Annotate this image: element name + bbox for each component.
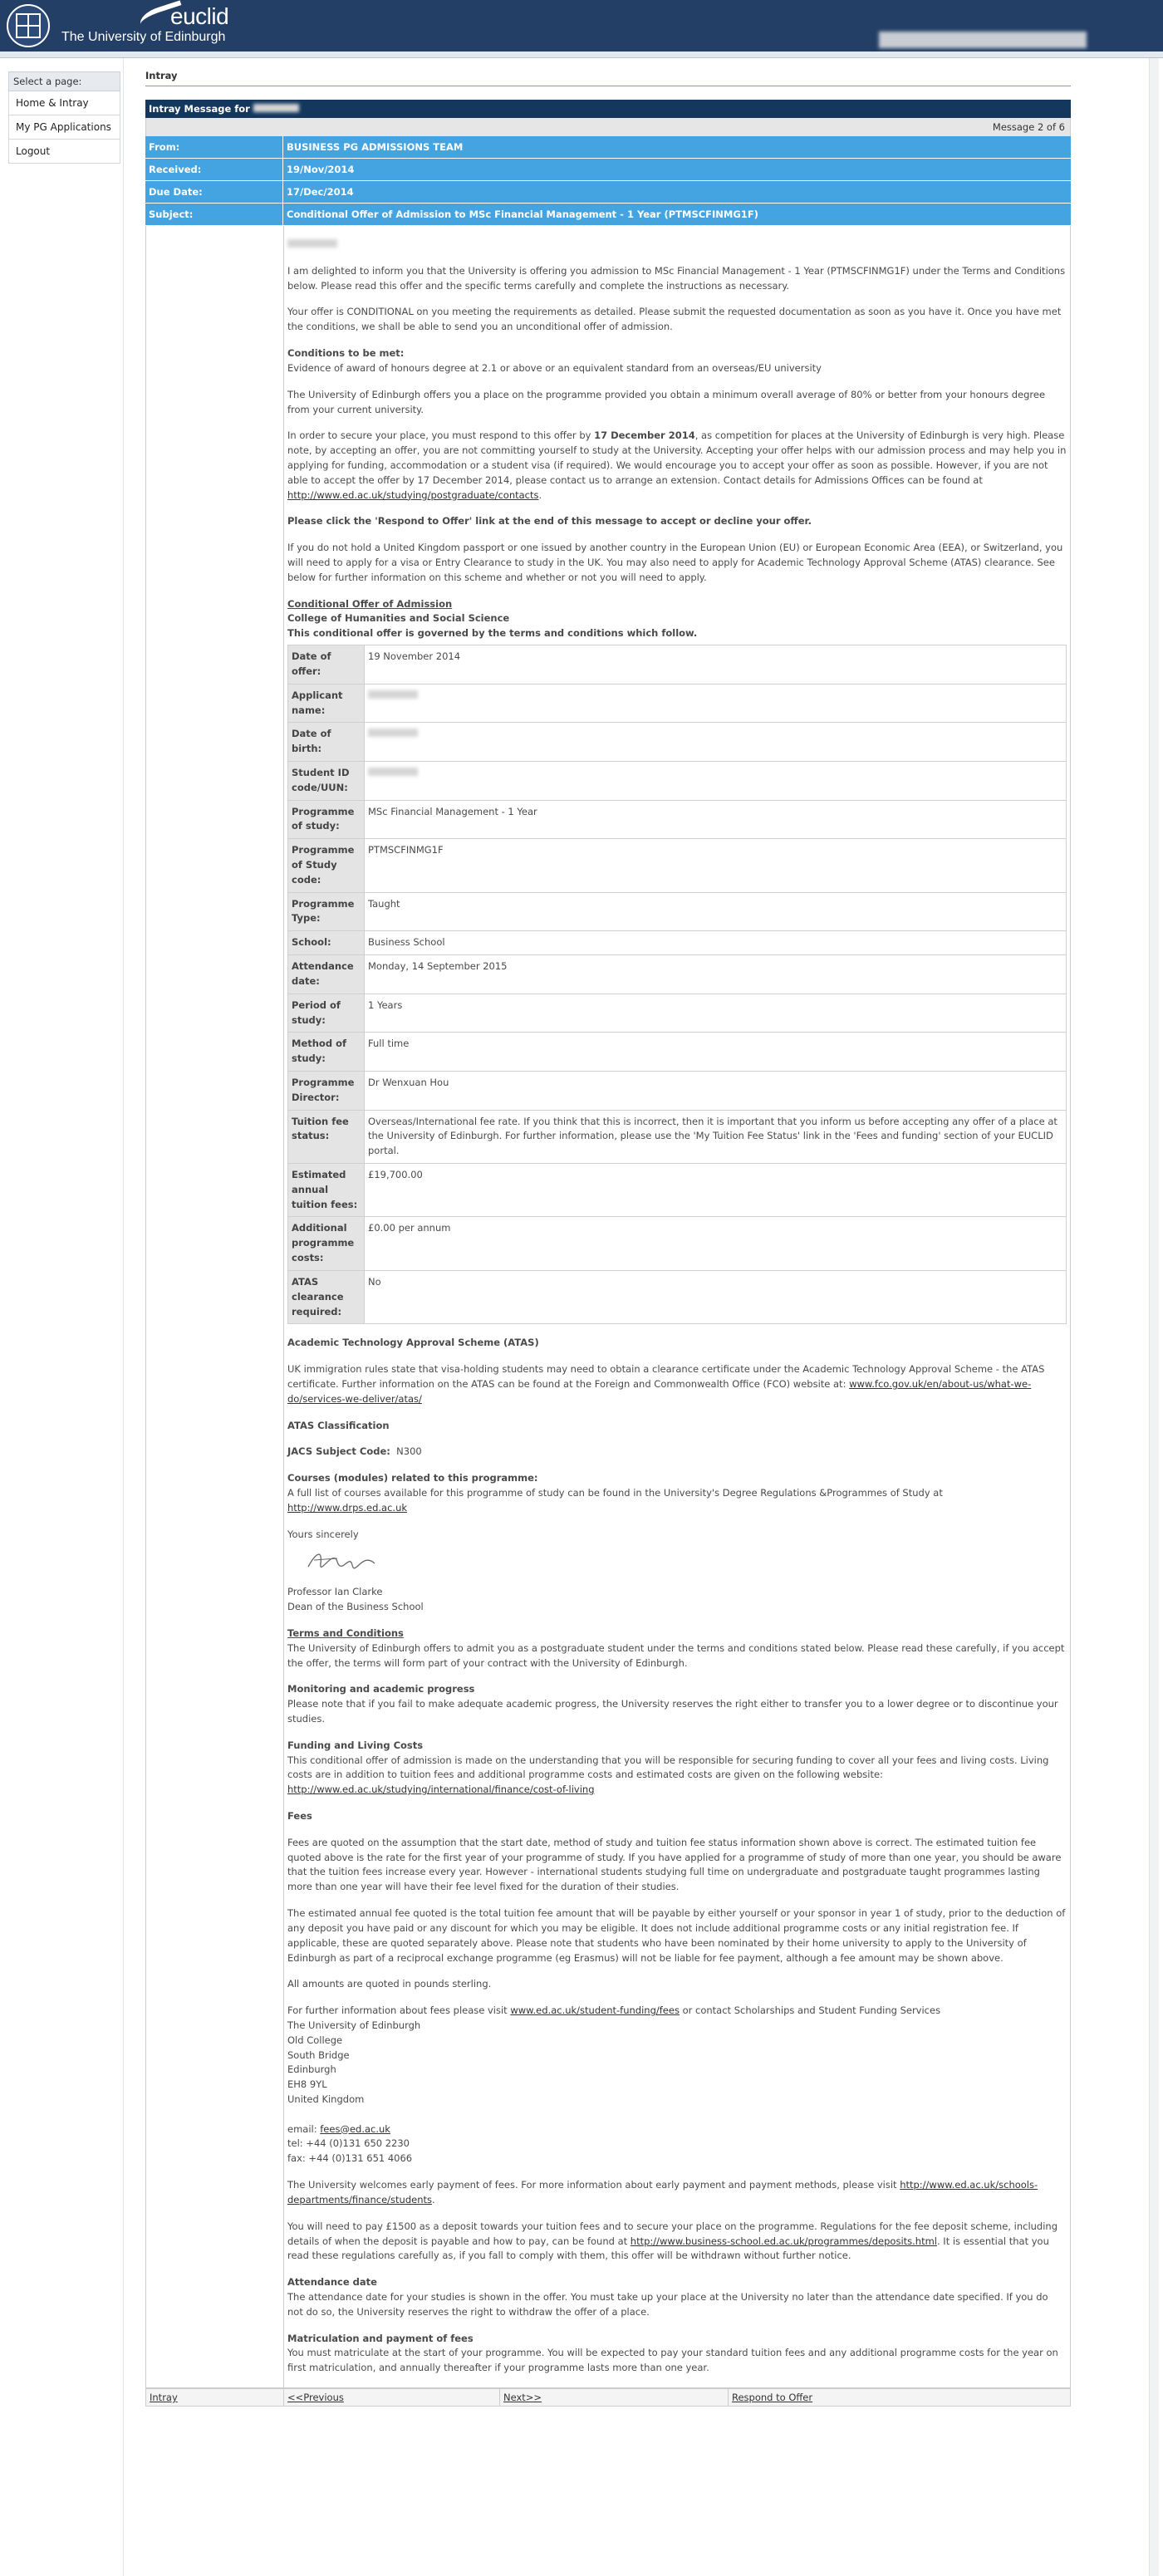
fees-title: Fees	[287, 1810, 312, 1822]
next-link[interactable]: Next>>	[503, 2392, 542, 2403]
subject-value: Conditional Offer of Admission to MSc Financial Management - 1 Year (PTMSCFINMG1F)	[287, 209, 758, 220]
jacs-label: JACS Subject Code:	[287, 1445, 390, 1458]
deposits-link[interactable]: http://www.business-school.ed.ac.uk/programmes/deposits.html	[630, 2235, 937, 2247]
offer-field-label: Period of study:	[288, 994, 365, 1033]
attendance-text: The attendance date for your studies is shown in the offer. You must take up your place at the University no later than the attendance date specified. If you do not do so, the University reserves the right to withdraw the offer of a place.	[287, 2290, 1048, 2318]
offer-field-label: Programme Type:	[288, 892, 365, 931]
conditions-text: Evidence of award of honours degree at 2.1 or above or an equivalent standard from an overseas/EU university	[287, 361, 822, 374]
address-line: Old College	[287, 2034, 343, 2046]
phone-number: tel: +44 (0)131 650 2230	[287, 2137, 410, 2150]
offer-field-value: Overseas/International fee rate. If you think that this is incorrect, then it is important that you inform us before accepting any offer of a place at the University of Edinburgh. For further information, please use the 'My Tuition Fee Status' link in the 'Fees and funding' section of your EUCLID portal.	[365, 1110, 1067, 1163]
offer-field-label: School:	[288, 931, 365, 955]
offer-field-value	[365, 723, 1067, 762]
message-count: Message 2 of 6	[145, 118, 1071, 136]
offer-field-label: Programme of Study code:	[288, 839, 365, 892]
sidebar-item-my-pg-applications[interactable]: My PG Applications	[8, 115, 120, 140]
respond-to-offer-link[interactable]: Respond to Offer	[732, 2392, 813, 2403]
signature-image	[304, 1543, 379, 1573]
intray-link[interactable]: Intray	[150, 2392, 178, 2403]
offer-table-row	[288, 1110, 1067, 1163]
offer-field-value: Full time	[365, 1033, 1067, 1072]
funding-title: Funding and Living Costs	[287, 1739, 424, 1751]
offer-table-row	[288, 892, 1067, 931]
received-label: Received:	[145, 159, 283, 180]
attendance-title: Attendance date	[287, 2276, 377, 2289]
redacted-value	[368, 768, 418, 776]
offer-field-value: Dr Wenxuan Hou	[365, 1071, 1067, 1110]
vertical-scrollbar[interactable]	[1149, 58, 1159, 2576]
sidebar-item-logout[interactable]: Logout	[8, 140, 120, 164]
offer-field-value: Monday, 14 September 2015	[365, 955, 1067, 994]
offer-field-label: ATAS clearance required:	[288, 1270, 365, 1323]
letter-text: In order to secure your place, you must respond to this offer by	[287, 429, 595, 442]
offer-field-value: MSc Financial Management - 1 Year	[365, 800, 1067, 839]
offer-field-label: Attendance date:	[288, 955, 365, 994]
redacted-value	[368, 690, 418, 699]
offer-field-value	[365, 761, 1067, 800]
respond-by-date: 17 December 2014	[594, 429, 695, 442]
offer-table-row	[288, 723, 1067, 762]
matriculation-title: Matriculation and payment of fees	[287, 2332, 474, 2344]
offer-field-label: Method of study:	[288, 1033, 365, 1072]
deposit-text: You will need to pay £1500 as a deposit towards your tuition fees and to secure your place on the programme. Regulations for the fee deposit scheme, including details of when the deposit is payable and how to pay, can be found at	[287, 2220, 1058, 2247]
due-date-row	[145, 181, 1071, 204]
atas-title: Academic Technology Approval Scheme (ATAS)	[287, 1337, 539, 1349]
address-line: Edinburgh	[287, 2063, 336, 2076]
fees-paragraph: The estimated annual fee quoted is the total tuition fee amount that will be payable by either yourself or your sponsor in year 1 of study, prior to the deduction of any deposit you have paid or any discount for which you may be eligible. It does not include additional programme costs or any initial registration fee. If applicable, these are quoted separately above. Please note that students who have been nominated by their home university to apply to the University of Edinburgh as part of a reciprocal exchange programme (eg Erasmus) will not be liable for fee payment, although a fee amount may be shown above.	[287, 1907, 1066, 1964]
atas-text: UK immigration rules state that visa-holding students may need to obtain a clearance certificate under the Academic Technology Approval Scheme - the ATAS certificate. Further information on the ATAS can be found at the Foreign and Commonwealth Office (FCO) website at:	[287, 1363, 1045, 1390]
fax-number: fax: +44 (0)131 651 4066	[287, 2152, 413, 2165]
letter-text: , as competition for places at the University of Edinburgh is very high. Please note, by accepting an offer, you are not committing yourself to study at the University. Accepting your offer helps with our admission process and may help you in applying for funding, accommodation or a student visa (if required). We would encourage you to accept your offer as soon as possible. However, if you are not able to accept the offer by 17 December 2014, please contact us to arrange an extension. Contact details for Admissions Offices can be found at	[287, 429, 1067, 486]
offer-field-label: Date of birth:	[288, 723, 365, 762]
finance-students-link[interactable]: http://www.ed.ac.uk/schools-departments/finance/students	[287, 2179, 1038, 2206]
main-content	[145, 70, 1071, 2407]
funding-text: This conditional offer of admission is made on the understanding that you will be responsible for securing funding to cover all your fees and living costs. Living costs are in addition to tuition fees and additional programme costs and estimated costs are given on the following website:	[287, 1754, 1049, 1781]
respond-instruction: Please click the 'Respond to Offer' link at the end of this message to accept or decline your offer.	[287, 515, 812, 527]
received-row	[145, 159, 1071, 181]
offer-field-label: Applicant name:	[288, 684, 365, 723]
offer-field-label: Programme of study:	[288, 800, 365, 839]
governed-text: This conditional offer is governed by the terms and conditions which follow.	[287, 627, 698, 640]
due-date-label: Due Date:	[145, 181, 283, 203]
offer-field-label: Student ID code/UUN:	[288, 761, 365, 800]
terms-title: Terms and Conditions	[287, 1627, 404, 1639]
sidebar-divider	[123, 58, 124, 2576]
offer-details-table	[287, 645, 1067, 1324]
offer-field-value: No	[365, 1270, 1067, 1323]
subject-row	[145, 204, 1071, 226]
received-value: 19/Nov/2014	[287, 164, 355, 175]
offer-field-label: Estimated annual tuition fees:	[288, 1164, 365, 1217]
letter-paragraph: Your offer is CONDITIONAL on you meeting the requirements as detailed. Please submit the requested documentation as soon as you have it. Once you have met the conditions, we shall be able to send you an unconditional offer of admission.	[287, 306, 1062, 333]
courses-text: A full list of courses available for this programme of study can be found in the University's Degree Regulations &Programmes of Study at	[287, 1487, 943, 1499]
offer-field-value	[365, 684, 1067, 723]
letter-paragraph: The University of Edinburgh offers you a place on the programme provided you obtain a minimum overall average of 80% or better from your honours degree from your current university.	[287, 388, 1046, 415]
offer-table-row	[288, 761, 1067, 800]
monitoring-title: Monitoring and academic progress	[287, 1683, 475, 1695]
user-info-redacted	[879, 32, 1087, 48]
previous-link[interactable]: <<Previous	[287, 2392, 344, 2403]
redacted-value	[368, 729, 418, 737]
offer-table-row	[288, 1071, 1067, 1110]
offer-field-value: £19,700.00	[365, 1164, 1067, 1217]
offer-field-label: Tuition fee status:	[288, 1110, 365, 1163]
offer-table-row	[288, 1270, 1067, 1323]
yours-sincerely: Yours sincerely	[287, 1528, 359, 1540]
sidebar-item-home-intray[interactable]: Home & Intray	[8, 91, 120, 115]
fees-contact	[287, 2004, 1067, 2166]
conditions-title: Conditions to be met:	[287, 347, 405, 360]
offer-table-row	[288, 931, 1067, 955]
student-funding-fees-link[interactable]: www.ed.ac.uk/student-funding/fees	[510, 2004, 680, 2017]
site-header	[0, 0, 1163, 52]
from-label: From:	[145, 136, 283, 158]
cost-of-living-link[interactable]: http://www.ed.ac.uk/studying/international/finance/cost-of-living	[287, 1784, 595, 1796]
drps-link[interactable]: http://www.drps.ed.ac.uk	[287, 1501, 408, 1514]
address-line: The University of Edinburgh	[287, 2019, 421, 2031]
subject-label: Subject:	[145, 204, 283, 225]
message-body	[145, 226, 1071, 2388]
page-title: Intray	[145, 70, 1071, 86]
fco-link[interactable]: www.fco.gov.uk/en/about-us/what-we-do/services-we-deliver/atas/	[287, 1377, 1032, 1405]
offer-table-row	[288, 684, 1067, 723]
signatory-role: Dean of the Business School	[287, 1601, 424, 1613]
offer-table-row	[288, 645, 1067, 684]
letter-paragraph: If you do not hold a United Kingdom passport or one issued by another country in the European Union (EU) or European Economic Area (EEA), or Switzerland, you will need to apply for a visa or Entry Clearance to study in the UK. You may also need to apply for Academic Technology Approval Scheme (ATAS) clearance. See below for further information on this scheme and whether or not you will need to apply.	[287, 542, 1063, 583]
offer-field-label: Additional programme costs:	[288, 1217, 365, 1270]
message-banner	[145, 100, 1071, 118]
fees-paragraph: Fees are quoted on the assumption that the start date, method of study and tuition fee status information shown above is correct. The estimated tuition fee quoted above is the rate for the first year of your programme of study. If you have applied for a programme of study of more than one year, you should be aware that the tuition fees increase every year. However - international students studying full time on undergraduate and postgraduate taught programmes lasting more than one year will have their fee level fixed for the duration of their studies.	[287, 1836, 1062, 1893]
header-strip	[0, 52, 1163, 58]
offer-field-value: £0.00 per annum	[365, 1217, 1067, 1270]
early-payment-text: .	[432, 2193, 435, 2206]
message-banner-label: Intray Message for	[149, 103, 250, 115]
due-date-value: 17/Dec/2014	[287, 186, 354, 198]
jacs-value: N300	[396, 1445, 422, 1458]
contacts-link[interactable]: http://www.ed.ac.uk/studying/postgraduate/contacts	[287, 488, 539, 501]
atas-classification-title: ATAS Classification	[287, 1419, 390, 1431]
offer-field-value: 1 Years	[365, 994, 1067, 1033]
sidebar-title: Select a page:	[8, 71, 120, 91]
fees-text: For further information about fees please visit	[287, 2004, 511, 2017]
brand-name: euclid	[170, 3, 229, 29]
college-name: College of Humanities and Social Science	[287, 612, 510, 625]
offer-title: Conditional Offer of Admission	[287, 597, 453, 610]
courses-title: Courses (modules) related to this programme:	[287, 1472, 538, 1484]
early-payment-text: The University welcomes early payment of fees. For more information about early payment and payment methods, please visit	[287, 2179, 900, 2191]
offer-field-value: PTMSCFINMG1F	[365, 839, 1067, 892]
message-left-column	[146, 226, 284, 2387]
offer-table-row	[288, 1164, 1067, 1217]
address-line: EH8 9YL	[287, 2078, 327, 2091]
address-line: South Bridge	[287, 2049, 350, 2061]
deposit-text: . It is essential that you read these regulations carefully as, if you fall to comply with them, this offer will be withdrawn without further notice.	[287, 2235, 1049, 2262]
university-crest-logo	[7, 4, 50, 47]
recipient-redacted	[253, 104, 299, 112]
sidebar	[8, 71, 120, 164]
signatory-name: Professor Ian Clarke	[287, 1586, 383, 1598]
offer-table-row	[288, 1217, 1067, 1270]
message-footer-nav	[145, 2388, 1071, 2407]
offer-field-label: Date of offer:	[288, 645, 365, 684]
salutation-redacted	[287, 239, 337, 248]
fees-email-link[interactable]: fees@ed.ac.uk	[320, 2122, 390, 2135]
letter-content: I am delighted to inform you that the University is offering you admission to MSc Financial Management - 1 Year (PTMSCFINMG1F) under the Terms and Conditions below. Please read this offer and the specific terms carefully and complete the instructions as necessary. Your offer is CONDITIONAL on you meeting the requirements as detailed. Please submit the requested documentation as soon as you have it. Once you have met the conditions, we shall be able to send you an unconditional offer of admission. Conditions to be met: Evidence of award of honours degree at 2.1 or above or an equivalent standard from an overseas/EU university The University of Edinburgh offers you a place on the programme provided you obtain a minimum overall average of 80% or better from your honours degree from your current university. In order to secure your place, you must respond to this offer by 17 December 2014, as competition for places at the University of Edinburgh is very high. Please note, by accepting an offer, you are not committing yourself to study at the University. Accepting your offer helps with our admission process and may help you in applying for funding, accommodation or a student visa (if required). We would encourage you to accept your offer as soon as possible. However, if you are not able to accept the offer by 17 December 2014, please contact us to arrange an extension. Contact details for Admissions Offices can be found at http://www.ed.ac.uk/studying/postgraduate/contacts. Please click the 'Respond to Offer' link at the end of this message to accept or decline your offer. If you do not hold a United Kingdom passport or one issued by another country in the European Union (EU) or European Economic Area (EEA), or Switzerland, you will need to apply for a visa or Entry Clearance to study in the UK. You may also need to apply for Academic Technology Approval Scheme (ATAS) clearance. See below for further information on this scheme and whether or not you will need to apply. Conditional Offer of Admission College of Humanities and Social Science This conditional offer is governed by the terms and conditions which follow. Date of offer: 19 November 2014 Applicant name: Date of birth: Student ID code/UUN: Programme of study: MSc Financial Management - 1 Year Programme of Study code: PTMSCFINMG1F Programme Type: Taught School: Business School Attendance date: Monday, 14 September 2015 Period of study: 1 Years Method of study: Full time Programme Director: Dr Wenxuan Hou Tuition fee status: Overseas/International fee rate. If you think that this is incorrect, then it is important that you inform us before accepting any offer of a place at the University of Edinburgh. For further information, please use the 'My Tuition Fee Status' link in the 'Fees and funding' section of your EUCLID portal. Estimated annual tuition fees: £19,700.00 Additional programme costs: £0.00 per annum ATAS clearance required: No Academic Technology Approval Scheme (ATAS) UK immigration rules state that visa-holding students may need to obtain a clearance certificate under the Academic Technology Approval Scheme - the ATAS certificate. Further information on the ATAS can be found at the Foreign and Commonwealth Office (FCO) website at: www.fco.gov.uk/en/about-us/what-we-do/services-we-deliver/atas/ ATAS Classification JACS Subject Code: N300 Courses (modules) related to this programme: A full list of courses available for this programme of study can be found in the University's Degree Regulations &Programmes of Study at http://www.drps.ed.ac.uk Yours sincerely Professor Ian Clarke Dean of the Business School Terms and Conditions The University of Edinburgh offers to admit you as a postgraduate student under the terms and conditions stated below. Please read these carefully, if you accept the offer, the terms will form part of your contract with the University of Edinburgh. Monitoring and academic progress Please note that if you fail to make adequate academic progress, the University reserves the right either to transfer you to a lower degree or to discontinue your studies. Funding and Living Costs This conditional offer of admission is made on the understanding that you will be responsible for securing funding to cover all your fees and living costs. Living costs are in addition to tuition fees and additional programme costs and estimated costs are given on the following website: http://www.ed.ac.uk/studying/international/finance/cost-of-living Fees Fees are quoted on the assumption that the start date, method of study and tuition fee status information shown above is correct. The estimated tuition fee quoted above is the rate for the first year of your programme of study. If you have applied for a programme of study of more than one year, you should be aware that the tuition fees increase every year. However - international students studying full time on undergraduate and postgraduate taught programmes lasting more than one year will have their fee level fixed for the duration of their studies. The estimated annual fee quoted is the total tuition fee amount that will be payable by either yourself or your sponsor in year 1 of study, prior to the deduction of any deposit you have paid or any discount for which you may be eligible. It does not include additional programme costs or any initial registration fee. If applicable, these are quoted separately above. Please note that students who have been nominated by their home university to apply to the University of Edinburgh as part of a reciprocal exchange programme (eg Erasmus) will not be liable for fee payment, although a fee amount may be shown above. All amounts are quoted in pounds sterling. For further information about fees please visit www.ed.ac.uk/student-funding/fees or contact Scholarships and Student Funding Services The University of Edinburgh Old College South Bridge Edinburgh EH8 9YL United Kingdom email: fees@ed.ac.uk tel: +44 (0)131 650 2230 fax: +44 (0)131 651 4066 The University welcomes early payment of fees. For more information about early payment and payment methods, please visit http://www.ed.ac.uk/schools-departments/finance/students. You will need to pay £1500 as a deposit towards your tuition fees and to secure your place on the programme. Regulations for the fee deposit scheme, including details of when the deposit is payable and how to pay, can be found at http://www.business-school.ed.ac.uk/programmes/deposits.html. It is essential that you read these regulations carefully as, if you fall to comply with them, this offer will be withdrawn without further notice. Attendance date The attendance date for your studies is shown in the offer. You must take up your place at the University no later than the attendance date specified. If you do not do so, the University reserves the right to withdraw the offer of a place. Matriculation and payment of fees You must matriculate at the start of your programme. You will be expected to pay your standard tuition fees and any additional programme costs for the year on first matriculation, and annually thereafter if your programme lasts more than one year.	[284, 226, 1070, 2387]
monitoring-text: Please note that if you fail to make adequate academic progress, the University reserves the right either to transfer you to a lower degree or to discontinue your studies.	[287, 1698, 1058, 1725]
matriculation-text: You must matriculate at the start of your programme. You will be expected to pay your standard tuition fees and any additional programme costs for the year on first matriculation, and annually thereafter if your programme lasts more than one year.	[287, 2347, 1058, 2374]
offer-field-label: Programme Director:	[288, 1071, 365, 1110]
university-name: The University of Edinburgh	[61, 30, 226, 44]
offer-field-value: 19 November 2014	[365, 645, 1067, 684]
offer-table-row	[288, 955, 1067, 994]
from-value: BUSINESS PG ADMISSIONS TEAM	[287, 141, 464, 153]
offer-field-value: Taught	[365, 892, 1067, 931]
offer-table-row	[288, 994, 1067, 1033]
from-row	[145, 136, 1071, 159]
email-label: email:	[287, 2122, 321, 2135]
offer-table-row	[288, 839, 1067, 892]
fees-text: or contact Scholarships and Student Funding Services	[679, 2004, 941, 2017]
terms-text: The University of Edinburgh offers to admit you as a postgraduate student under the terms and conditions stated below. Please read these carefully, if you accept the offer, the terms will form part of your contract with the University of Edinburgh.	[287, 1641, 1065, 1669]
address-line: United Kingdom	[287, 2093, 365, 2105]
offer-table-row	[288, 1033, 1067, 1072]
letter-paragraph: I am delighted to inform you that the University is offering you admission to MSc Financial Management - 1 Year (PTMSCFINMG1F) under the Terms and Conditions below. Please read this offer and the specific terms carefully and complete the instructions as necessary.	[287, 264, 1066, 292]
offer-table-row	[288, 800, 1067, 839]
offer-field-value: Business School	[365, 931, 1067, 955]
fees-paragraph: All amounts are quoted in pounds sterling.	[287, 1978, 492, 1990]
